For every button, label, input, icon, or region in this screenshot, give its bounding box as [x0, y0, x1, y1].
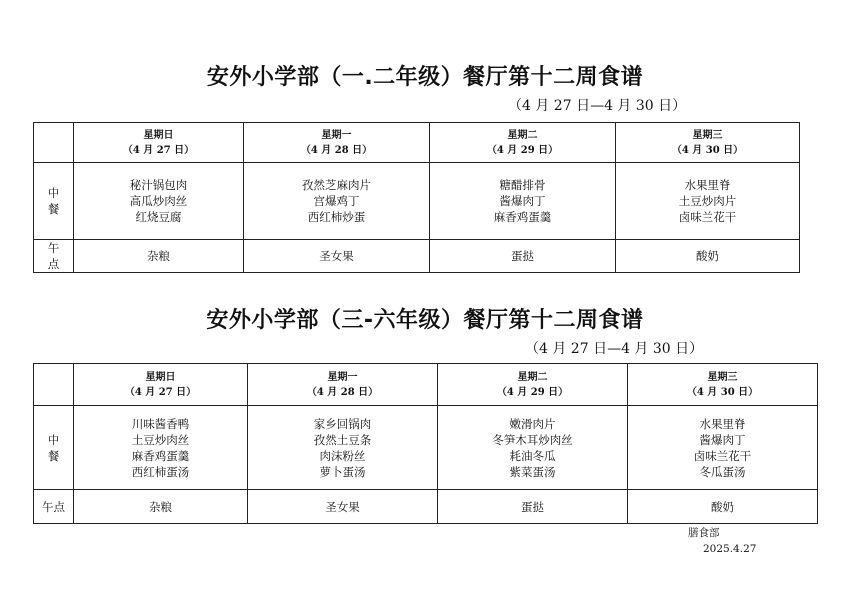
dish: 西红柿蛋汤 [131, 464, 190, 479]
dish: 红烧豆腐 [135, 210, 182, 224]
menu1-date-range: （4 月 27 日—4 月 30 日） [508, 98, 687, 114]
menu2-day-header [248, 364, 438, 406]
dish: 酱爆肉丁 [499, 194, 546, 208]
menu2-day-header [438, 364, 628, 406]
dish: 水果里脊 [684, 178, 731, 192]
menu1-snack-cell: 酸奶 [616, 240, 800, 273]
dish: 嫩滑肉片 [509, 416, 556, 431]
menu1-lunch-label [34, 163, 74, 240]
menu1-title: 安外小学部（一.二年级）餐厅第十二周食谱 [206, 65, 644, 90]
label-char: 午 [47, 241, 60, 255]
dish: 水果里脊 [699, 416, 746, 431]
menu1-lunch-cell [616, 163, 800, 240]
menu2-snack-label: 午点 [34, 490, 74, 524]
dish: 紫菜蛋汤 [509, 464, 556, 479]
dish: 冬笋木耳炒肉丝 [492, 432, 573, 447]
dish: 川味酱香鸭 [131, 416, 190, 431]
day-name: 星期二 [517, 371, 548, 383]
day-date: （4 月 30 日） [686, 386, 759, 398]
day-name: 星期日 [145, 371, 176, 383]
footer-dept: 膳食部 [688, 527, 720, 539]
menu1-day-header [616, 123, 800, 163]
dish: 卤味兰花干 [693, 448, 752, 463]
menu2-snack-cell: 圣女果 [248, 490, 438, 524]
menu1-table [33, 122, 800, 273]
menu2-lunch-cell [438, 406, 628, 490]
menu2-snack-cell: 蛋挞 [438, 490, 628, 524]
menu1-header-corner [34, 123, 74, 163]
label-char: 中 [47, 432, 60, 447]
menu2-header-row [34, 364, 818, 406]
menu2-header-corner [34, 364, 74, 406]
day-date: （4 月 29 日） [496, 386, 569, 398]
menu2-snack-cell: 杂粮 [74, 490, 248, 524]
dish: 土豆炒肉丝 [131, 432, 190, 447]
dish: 萝卜蛋汤 [319, 464, 366, 479]
menu1-lunch-cell [244, 163, 430, 240]
dish: 高瓜炒肉丝 [129, 194, 188, 208]
footer-date: 2025.4.27 [703, 543, 757, 555]
menu2-lunch-label [34, 406, 74, 490]
dish: 肉沫粉丝 [319, 448, 366, 463]
menu1-day-header [244, 123, 430, 163]
dish: 酱爆肉丁 [699, 432, 746, 447]
dish: 宫爆鸡丁 [313, 194, 360, 208]
day-date: （4 月 27 日） [122, 144, 195, 156]
day-date: （4 月 29 日） [486, 144, 559, 156]
menu1-day-header [74, 123, 244, 163]
dish: 糖醋排骨 [499, 178, 546, 192]
dish: 秘汁锅包肉 [129, 178, 188, 192]
menu2-lunch-cell [74, 406, 248, 490]
menu2-lunch-cell [248, 406, 438, 490]
day-name: 星期一 [321, 129, 352, 141]
menu1-snack-cell: 圣女果 [244, 240, 430, 273]
label-char: 中 [47, 186, 60, 200]
menu2-table [33, 363, 818, 524]
day-date: （4 月 27 日） [124, 386, 197, 398]
menu2-snack-row [34, 490, 818, 524]
menu1-header-row [34, 123, 800, 163]
menu1-lunch-cell [430, 163, 616, 240]
dish: 土豆炒肉片 [678, 194, 737, 208]
menu2-day-header [628, 364, 818, 406]
dish: 孜然土豆条 [313, 432, 372, 447]
dish: 卤味兰花干 [678, 210, 737, 224]
day-date: （4 月 28 日） [306, 386, 379, 398]
dish: 冬瓜蛋汤 [699, 464, 746, 479]
dish: 麻香鸡蛋羹 [493, 210, 552, 224]
menu1-lunch-cell [74, 163, 244, 240]
menu2-title: 安外小学部（三-六年级）餐厅第十二周食谱 [206, 308, 644, 333]
dish: 西红柿炒蛋 [307, 210, 366, 224]
day-name: 星期日 [143, 129, 174, 141]
day-name: 星期三 [707, 371, 738, 383]
menu2-snack-cell: 酸奶 [628, 490, 818, 524]
day-date: （4 月 30 日） [671, 144, 744, 156]
day-name: 星期三 [692, 129, 723, 141]
menu2-lunch-row [34, 406, 818, 490]
day-date: （4 月 28 日） [300, 144, 373, 156]
menu2-day-header [74, 364, 248, 406]
dish: 耗油冬瓜 [509, 448, 556, 463]
menu2-lunch-cell [628, 406, 818, 490]
label-char: 餐 [47, 448, 60, 463]
label-char: 餐 [47, 202, 60, 216]
day-name: 星期二 [507, 129, 538, 141]
menu1-snack-row [34, 240, 800, 273]
menu1-lunch-row [34, 163, 800, 240]
menu1-snack-cell: 杂粮 [74, 240, 244, 273]
menu1-day-header [430, 123, 616, 163]
label-char: 点 [47, 257, 60, 271]
menu2-date-range: （4 月 27 日—4 月 30 日） [525, 341, 704, 357]
day-name: 星期一 [327, 371, 358, 383]
dish: 家乡回锅肉 [313, 416, 372, 431]
menu1-snack-cell: 蛋挞 [430, 240, 616, 273]
dish: 麻香鸡蛋羹 [131, 448, 190, 463]
dish: 孜然芝麻肉片 [302, 178, 371, 192]
menu1-snack-label [34, 240, 74, 273]
